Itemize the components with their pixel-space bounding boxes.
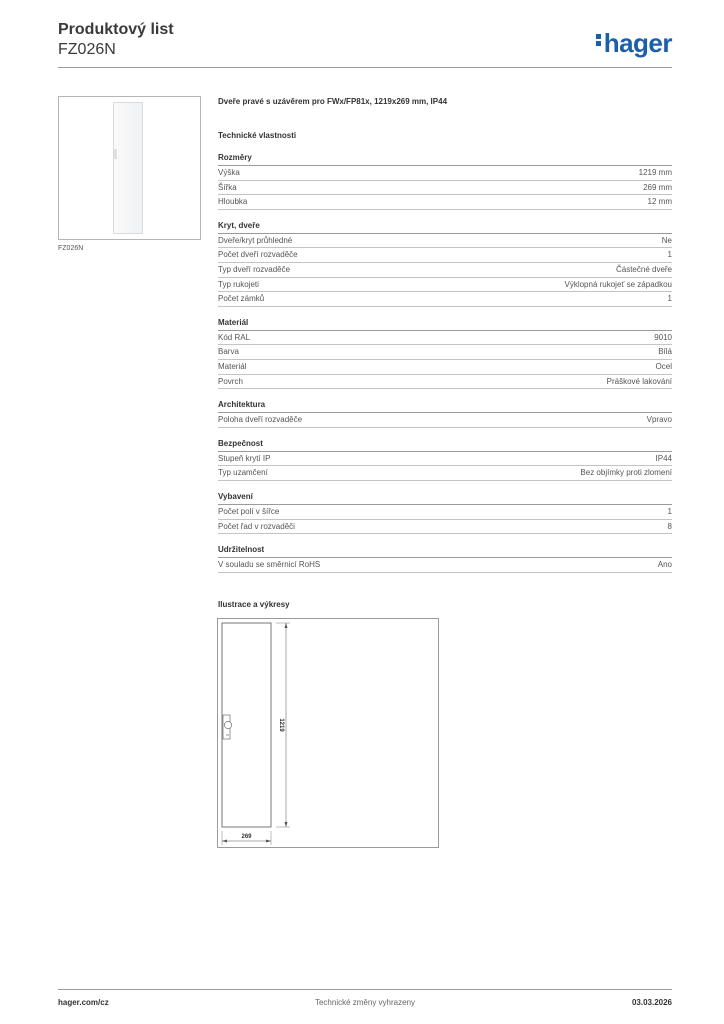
footer-website-link[interactable]: hager.com/cz xyxy=(58,998,109,1007)
footer-disclaimer: Technické změny vyhrazeny xyxy=(314,998,416,1007)
spec-value: IP44 xyxy=(655,453,672,463)
spec-section xyxy=(218,544,672,573)
logo-text: hager xyxy=(603,28,672,58)
spec-label: Poloha dveří rozvaděče xyxy=(218,415,303,425)
arrow-up-icon xyxy=(285,623,288,628)
spec-sections xyxy=(218,152,672,573)
logo-dots-icon xyxy=(596,32,602,48)
illustrations-title: Ilustrace a výkresy xyxy=(218,600,290,609)
spec-label: Počet dveří rozvaděče xyxy=(218,250,298,260)
header-divider xyxy=(58,67,672,68)
spec-section xyxy=(218,317,672,389)
spec-section-title: Bezpečnost xyxy=(218,438,672,452)
spec-value: 8 xyxy=(667,521,672,531)
arrow-right-icon xyxy=(266,840,271,843)
spec-row xyxy=(218,278,672,293)
spec-value: 1 xyxy=(667,506,672,516)
page-footer xyxy=(58,998,672,1010)
spec-label: Výška xyxy=(218,168,240,177)
spec-label: Typ uzamčení xyxy=(218,468,268,478)
technical-drawing xyxy=(217,618,439,848)
spec-row xyxy=(218,263,672,278)
height-dimension-label: 1219 xyxy=(278,718,284,732)
spec-row xyxy=(218,345,672,360)
spec-row xyxy=(218,248,672,263)
door-handle-image xyxy=(114,149,117,159)
spec-label: Hloubka xyxy=(218,197,248,207)
spec-label: V souladu se směrnicí RoHS xyxy=(218,560,321,570)
spec-section-title: Vybavení xyxy=(218,491,672,505)
spec-value: Výklopná rukojeť se západkou xyxy=(564,279,672,289)
spec-row xyxy=(218,375,672,390)
footer-divider xyxy=(58,989,672,990)
product-name: Dveře pravé s uzávěrem pro FWx/FP81x, 1219x269 mm, IP44 xyxy=(218,97,448,106)
spec-label: Typ dveří rozvaděče xyxy=(218,264,291,274)
spec-value: Bílá xyxy=(658,347,672,357)
spec-section xyxy=(218,399,672,428)
spec-label: Počet řad v rozvaděči xyxy=(218,521,295,531)
spec-value: Práškové lakování xyxy=(606,376,672,386)
spec-section xyxy=(218,220,672,307)
spec-label: Počet polí v šířce xyxy=(218,506,280,516)
spec-value: 269 mm xyxy=(643,182,672,192)
spec-label: Počet zámků xyxy=(218,294,265,304)
spec-label: Povrch xyxy=(218,376,243,386)
spec-row xyxy=(218,331,672,346)
arrow-left-icon xyxy=(222,840,227,843)
spec-value: Bez objímky proti zlomení xyxy=(580,468,672,478)
footer-date: 03.03.2026 xyxy=(631,998,672,1007)
spec-value: 12 mm xyxy=(647,197,672,207)
spec-value: Vpravo xyxy=(646,415,672,425)
technical-properties-title: Technické vlastnosti xyxy=(218,131,297,140)
spec-row xyxy=(218,181,672,196)
width-dimension-label: 269 xyxy=(241,834,252,840)
spec-section-title: Architektura xyxy=(218,399,672,413)
spec-row xyxy=(218,166,672,181)
spec-label: Materiál xyxy=(218,361,247,371)
spec-row xyxy=(218,234,672,249)
spec-section-title: Rozměry xyxy=(218,152,672,166)
spec-value: Ne xyxy=(661,235,672,245)
lock-icon xyxy=(224,721,231,728)
hager-logo[interactable] xyxy=(596,28,672,59)
spec-label: Typ rukojeti xyxy=(218,279,259,289)
spec-label: Stupeň krytí IP xyxy=(218,453,271,463)
door-image xyxy=(113,102,143,234)
product-image-caption: FZ026N xyxy=(58,245,84,252)
drawing-svg xyxy=(218,619,440,849)
spec-value: 1 xyxy=(667,294,672,304)
spec-row xyxy=(218,452,672,467)
spec-label: Šířka xyxy=(218,182,237,192)
document-title: Produktový list xyxy=(58,21,174,38)
page-header xyxy=(58,20,672,68)
spec-section-title: Kryt, dveře xyxy=(218,220,672,234)
spec-value: Ocel xyxy=(655,361,672,371)
spec-value: 9010 xyxy=(654,332,672,342)
product-image xyxy=(58,96,201,240)
spec-row xyxy=(218,520,672,535)
spec-row xyxy=(218,466,672,481)
spec-section-title: Udržitelnost xyxy=(218,544,672,558)
spec-label: Barva xyxy=(218,347,239,357)
spec-row xyxy=(218,558,672,573)
spec-section xyxy=(218,438,672,481)
spec-value: Částečné dveře xyxy=(615,264,672,274)
spec-section-title: Materiál xyxy=(218,317,672,331)
spec-section xyxy=(218,491,672,534)
arrow-down-icon xyxy=(285,822,288,827)
specifications xyxy=(218,96,672,573)
spec-label: Dveře/kryt průhledné xyxy=(218,235,293,245)
spec-row xyxy=(218,413,672,428)
spec-value: Ano xyxy=(657,560,672,570)
spec-section xyxy=(218,152,672,210)
product-code: FZ026N xyxy=(58,41,116,58)
spec-row xyxy=(218,292,672,307)
spec-row xyxy=(218,360,672,375)
spec-row xyxy=(218,505,672,520)
spec-value: 1 xyxy=(667,250,672,260)
spec-row xyxy=(218,195,672,210)
spec-label: Kód RAL xyxy=(218,332,251,342)
spec-value: 1219 mm xyxy=(638,168,672,177)
